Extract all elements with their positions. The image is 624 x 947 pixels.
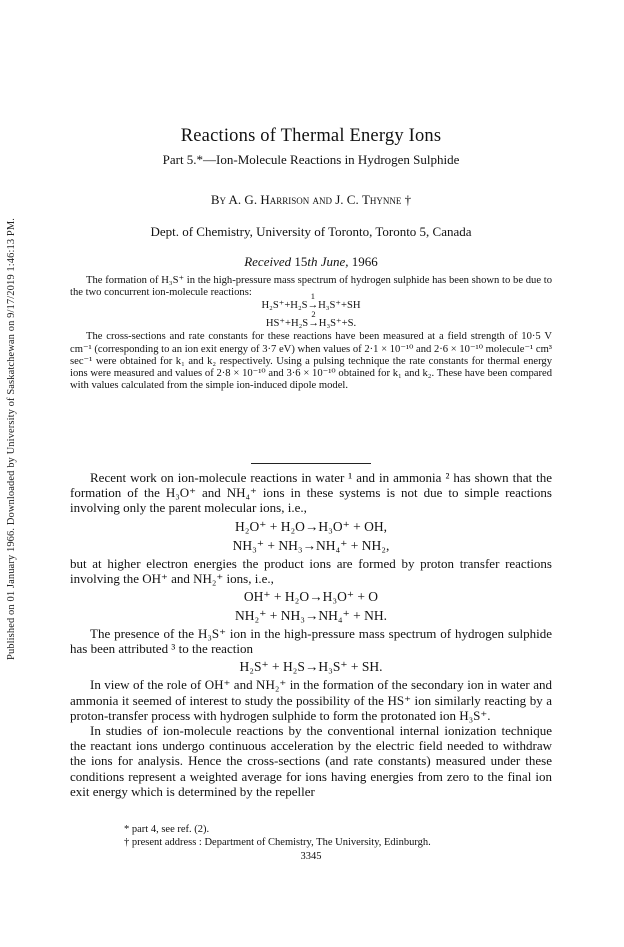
page-number: 3345 [300,851,322,862]
paper-title: Reactions of Thermal Energy Ions [180,126,442,146]
eq1-arrow: → [307,300,319,312]
received-day: 15 [294,254,308,269]
abstract-paragraph-2: The cross-sections and rate constants for these reactions have been measured at a field strength of 10·5 V cm⁻¹ (corresponding to an ion exit energy of 3·7 eV) when values of 2·1 × 10⁻¹⁰ and 2·6 × 10⁻¹⁰ molecule⁻¹ cm³ sec⁻¹ were obtained for k₁ and k₂ respectively. Using a pulsing technique the rate constants for thermal energy ions were measured and values of 2·8 × 10⁻¹⁰ and 3·6 × 10⁻¹⁰ obtained for k₁ and k₂. These have been compared with values calculated from the simple ion-induced dipole model. [70,331,552,392]
eq1-rhs: H₃S⁺+SH [318,300,361,312]
received-year: 1966 [351,254,378,269]
section-divider [251,463,371,464]
author-dagger: † [404,192,412,207]
body-paragraph-1: Recent work on ion-molecule reactions in water ¹ and in ammonia ² has shown that the formation of the H₃O⁺ and NH₄⁺ ions in these systems is not due to simple reactions involving only the parent molecular ions, i.e., [70,470,552,516]
eq2-arrow: → [308,318,319,330]
download-watermark-text: Published on 01 January 1966. Downloaded by University of Saskatchewan on 9/17/2019 1:46:13 PM. [6,218,17,660]
download-watermark [6,140,20,660]
body-equation-4: NH₂⁺ + NH₃→NH₄⁺ + NH. [235,608,387,624]
footnote-1: * part 4, see ref. (2). [124,824,210,835]
body-paragraph-5: In studies of ion-molecule reactions by the conventional internal ionization technique the reactant ions undergo continuous acceleration by the electric field needed to withdraw the ions for analysis. Hence the cross-sections (and rate constants) measured under these conditions represent a weighted average for ions having energies from zero to the final ion exit energy which is determined by the repeller [70,723,552,799]
footnotes [70,824,552,849]
eq2-number: 2 [311,309,316,320]
author-1-name: Harrison [260,192,310,207]
eq2-rhs: H₃S⁺+S. [318,318,357,330]
body-equation-2: NH₃⁺ + NH₃→NH₄⁺ + NH₂, [232,537,390,553]
author-line [70,192,552,208]
eq1-lhs: H₂S⁺+H₂S [261,300,308,312]
body-text [70,470,552,799]
body-equation-5: H₂S⁺ + H₂S→H₃S⁺ + SH. [239,659,383,675]
received-label: Received [244,254,292,269]
author-1-initials: A. G. [228,192,258,207]
abstract-equation-2 [70,309,552,330]
author-2-name: Thynne [361,192,402,207]
footnote-2: † present address : Department of Chemistry, The University, Edinburgh. [124,836,431,848]
body-paragraph-3: The presence of the H₃S⁺ ion in the high-pressure mass spectrum of hydrogen sulphide has been attributed ³ to the reaction [70,626,552,657]
body-paragraph-2: but at higher electron energies the product ions are formed by proton transfer reactions involving the OH⁺ and NH₂⁺ ions, i.e., [70,555,552,586]
author-and: and [312,192,332,207]
author-2-initials: J. C. [335,192,359,207]
abstract [70,275,552,392]
body-equation-1: H₂O⁺ + H₂O→H₃O⁺ + OH, [235,518,387,534]
affiliation: Dept. of Chemistry, University of Toronto, Toronto 5, Canada [150,224,472,239]
paper-subtitle: Part 5.*—Ion-Molecule Reactions in Hydrogen Sulphide [162,152,460,167]
author-by: By [210,192,226,207]
eq1-number: 1 [310,291,315,302]
abstract-paragraph-1: The formation of H₃S⁺ in the high-pressure mass spectrum of hydrogen sulphide has been shown to be due to the two concurrent ion-molecule reactions: [70,275,552,299]
body-equation-3: OH⁺ + H₂O→H₃O⁺ + O [243,589,379,605]
eq2-lhs: HS⁺+H₂S [265,318,309,330]
received-month: th June, [307,254,349,269]
body-paragraph-4: In view of the role of OH⁺ and NH₂⁺ in the formation of the secondary ion in water and ammonia it seemed of interest to study the possibility of the HS⁺ ion similarly reacting by a proton-transfer process with hydrogen sulphide to form the protonated ion H₃S⁺. [70,677,552,723]
received-date [70,254,552,270]
